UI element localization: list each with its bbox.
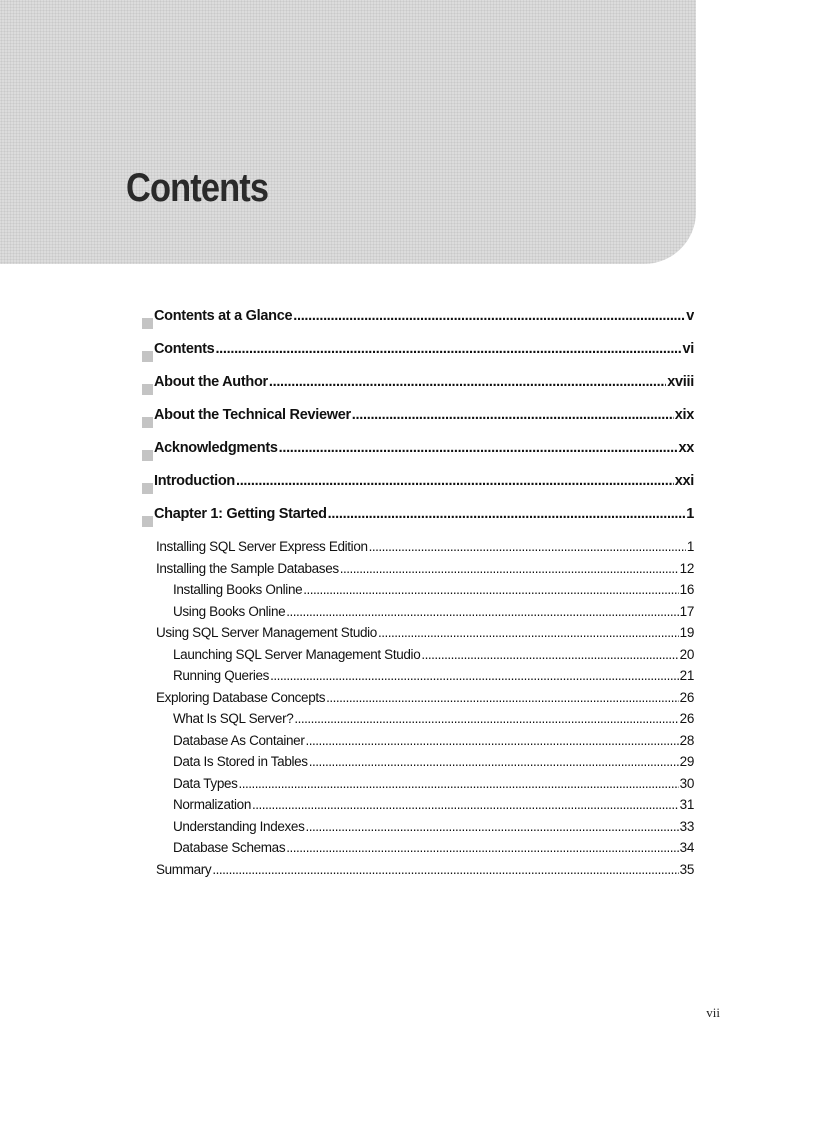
toc-label: Installing Books Online — [173, 582, 303, 597]
dot-leader — [309, 754, 679, 769]
toc-entry-normalization[interactable] — [142, 797, 694, 819]
toc-page: xx — [678, 440, 694, 456]
toc-label: What Is SQL Server? — [173, 711, 294, 726]
dot-leader — [215, 341, 681, 357]
bullet-marker-icon — [142, 384, 153, 395]
toc-entry-data-stored-in-tables[interactable] — [142, 754, 694, 776]
toc-entry-using-books-online[interactable] — [142, 604, 694, 626]
toc-label: Contents at a Glance — [154, 308, 293, 324]
dot-leader — [340, 561, 679, 576]
toc-label: Understanding Indexes — [173, 818, 305, 834]
toc-label: Using Books Online — [173, 603, 286, 619]
toc-entry-contents[interactable] — [142, 341, 694, 374]
dot-leader — [279, 440, 678, 456]
toc-label: Normalization — [173, 797, 251, 812]
toc-label: Exploring Database Concepts — [156, 689, 326, 705]
toc-entry-exploring-database-concepts[interactable] — [142, 690, 694, 712]
toc-entry-database-schemas[interactable] — [142, 840, 694, 862]
toc-page: 26 — [679, 711, 694, 726]
toc-entry-about-the-author[interactable] — [142, 374, 694, 407]
toc-page: 30 — [679, 775, 694, 791]
page-title: Contents — [126, 166, 269, 210]
toc-page: 34 — [679, 840, 694, 855]
dot-leader — [270, 668, 679, 683]
toc-label: Acknowledgments — [154, 440, 278, 456]
toc-page: 33 — [679, 818, 694, 834]
toc-entry-understanding-indexes[interactable] — [142, 819, 694, 841]
toc-entry-what-is-sql-server[interactable] — [142, 711, 694, 733]
bullet-marker-icon — [142, 516, 153, 527]
bullet-marker-icon — [142, 450, 153, 461]
toc-page: 31 — [679, 797, 694, 812]
toc-entry-contents-at-a-glance[interactable] — [142, 308, 694, 341]
table-of-contents — [142, 308, 694, 883]
bullet-marker-icon — [142, 351, 153, 362]
toc-page: 35 — [679, 861, 694, 877]
toc-page: 20 — [679, 646, 694, 662]
toc-entry-installing-books-online[interactable] — [142, 582, 694, 604]
toc-page: xviii — [667, 374, 694, 390]
toc-entry-using-ssms[interactable] — [142, 625, 694, 647]
toc-entry-acknowledgments[interactable] — [142, 440, 694, 473]
toc-page: xix — [674, 407, 694, 423]
dot-leader — [286, 604, 678, 619]
toc-entry-installing-sql-server-express[interactable] — [142, 539, 694, 561]
dot-leader — [293, 308, 685, 324]
toc-entry-summary[interactable] — [142, 862, 694, 884]
toc-page: 1 — [686, 539, 694, 554]
toc-page: 19 — [679, 625, 694, 640]
dot-leader — [212, 862, 678, 877]
toc-page: xxi — [674, 473, 694, 489]
toc-page: 12 — [679, 560, 694, 576]
dot-leader — [236, 473, 674, 489]
toc-label: Installing SQL Server Express Edition — [156, 539, 368, 554]
toc-label: Contents — [154, 341, 215, 357]
dot-leader — [326, 690, 679, 705]
toc-page: 1 — [686, 506, 694, 522]
toc-label: Database Schemas — [173, 840, 286, 855]
toc-page: 26 — [679, 689, 694, 705]
toc-entry-running-queries[interactable] — [142, 668, 694, 690]
bullet-marker-icon — [142, 318, 153, 329]
toc-entry-launching-ssms[interactable] — [142, 647, 694, 669]
dot-leader — [252, 797, 679, 812]
toc-label: Introduction — [154, 473, 235, 489]
toc-entry-database-as-container[interactable] — [142, 733, 694, 755]
dot-leader — [369, 539, 686, 554]
dot-leader — [286, 840, 678, 855]
toc-label: Installing the Sample Databases — [156, 560, 339, 576]
dot-leader — [352, 407, 674, 423]
toc-label: Using SQL Server Management Studio — [156, 625, 377, 640]
toc-entry-about-the-technical-reviewer[interactable] — [142, 407, 694, 440]
toc-label: About the Author — [154, 374, 268, 390]
toc-label: Data Types — [173, 775, 238, 791]
dot-leader — [328, 506, 686, 522]
bullet-marker-icon — [142, 483, 153, 494]
bullet-marker-icon — [142, 417, 153, 428]
toc-page: 29 — [679, 754, 694, 769]
dot-leader — [269, 374, 666, 390]
toc-label: Summary — [156, 861, 212, 877]
toc-label: Running Queries — [173, 668, 270, 683]
toc-page: 21 — [679, 668, 694, 683]
toc-label: Data Is Stored in Tables — [173, 754, 308, 769]
page-number: vii — [706, 1005, 720, 1020]
toc-page: vi — [682, 341, 694, 357]
dot-leader — [421, 647, 678, 662]
toc-entry-data-types[interactable] — [142, 776, 694, 798]
toc-page: 16 — [679, 582, 694, 597]
dot-leader — [303, 582, 678, 597]
toc-page: v — [686, 308, 694, 324]
toc-entry-installing-sample-databases[interactable] — [142, 561, 694, 583]
dot-leader — [378, 625, 679, 640]
dot-leader — [294, 711, 678, 726]
toc-label: Chapter 1: Getting Started — [154, 506, 327, 522]
toc-label: About the Technical Reviewer — [154, 407, 351, 423]
toc-page: 28 — [679, 732, 694, 748]
dot-leader — [306, 733, 679, 748]
header-band — [0, 0, 696, 264]
dot-leader — [239, 776, 679, 791]
dot-leader — [306, 819, 679, 834]
toc-label: Database As Container — [173, 732, 305, 748]
toc-entry-introduction[interactable] — [142, 473, 694, 506]
toc-label: Launching SQL Server Management Studio — [173, 646, 421, 662]
toc-entry-chapter-1[interactable] — [142, 506, 694, 539]
toc-page: 17 — [679, 603, 694, 619]
